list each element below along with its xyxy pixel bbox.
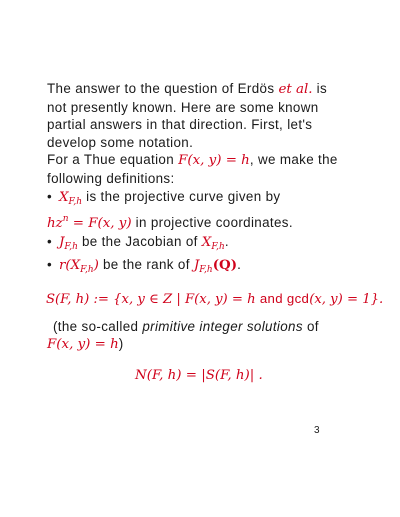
- set-definition: [46, 290, 384, 309]
- note-after: of: [302, 318, 319, 334]
- set-and-gcd: and gcd: [259, 290, 310, 306]
- note-open: (the so-called: [53, 318, 143, 334]
- rank-text: be the rank of: [98, 257, 194, 273]
- rank-target: $J_{F,h}(Q)$: [193, 257, 238, 276]
- jacobian-end: .: [224, 233, 229, 249]
- intro-line-3: partial answers in that direction. First, let's: [47, 117, 313, 133]
- intro-line-1: [47, 80, 372, 99]
- thue-line-1: [47, 151, 372, 170]
- primitive-note-line-2: [47, 335, 372, 354]
- projective-equation: $hz^n = F(x$, y): [47, 214, 132, 232]
- intro-text-1b: is: [312, 81, 327, 96]
- rank-end: .: [237, 257, 242, 273]
- x-symbol: $X_{F,h}$: [59, 189, 83, 207]
- set-left: S(F, h) := {x, y ∈: [46, 291, 163, 307]
- jacobian-target: $X_{F,h}$: [201, 234, 225, 252]
- bullet-j: •: [47, 233, 53, 249]
- note-close: ): [118, 336, 124, 352]
- definition-x-continued: [47, 211, 372, 233]
- set-right: (x, y) = 1}.: [309, 291, 384, 307]
- projective-coordinates-text: in projective coordinates.: [131, 215, 293, 231]
- note-equation: F(x, y) = h: [47, 337, 119, 353]
- primitive-term: primitive integer solutions: [142, 318, 303, 334]
- primitive-note-line-1: [47, 318, 372, 336]
- thue-prefix: For a Thue equation: [47, 152, 179, 168]
- et-al-text: et al.: [278, 82, 313, 97]
- rank-symbol: $r(X_{F,h})$: [59, 258, 99, 276]
- thue-line-2: following definitions:: [47, 170, 175, 186]
- bullet-x: •: [47, 188, 53, 204]
- definition-r: [47, 256, 372, 280]
- j-symbol: $J_{F,h}$: [59, 234, 78, 252]
- x-definition-text: is the projective curve given by: [82, 188, 281, 204]
- bullet-r: •: [47, 257, 53, 273]
- count-definition: [47, 366, 372, 385]
- thue-equation: F(x, y) = h: [178, 153, 250, 169]
- page-number: 3: [314, 425, 320, 436]
- integers-symbol: Z: [162, 291, 173, 307]
- set-middle: | F(x, y) = h: [172, 291, 260, 307]
- definition-j: [47, 233, 372, 257]
- intro-line-2: not presently known. Here are some known: [47, 99, 319, 115]
- slide-body: [46, 80, 384, 384]
- intro-line-4: develop some notation.: [47, 134, 194, 150]
- jacobian-text: be the Jacobian of: [77, 233, 202, 249]
- thue-suffix: , we make the: [249, 152, 338, 168]
- intro-text-1: The answer to the question of Erdös: [47, 81, 279, 96]
- count-formula: N(F, h) = |S(F, h)| .: [135, 367, 263, 383]
- definition-x: [47, 188, 372, 212]
